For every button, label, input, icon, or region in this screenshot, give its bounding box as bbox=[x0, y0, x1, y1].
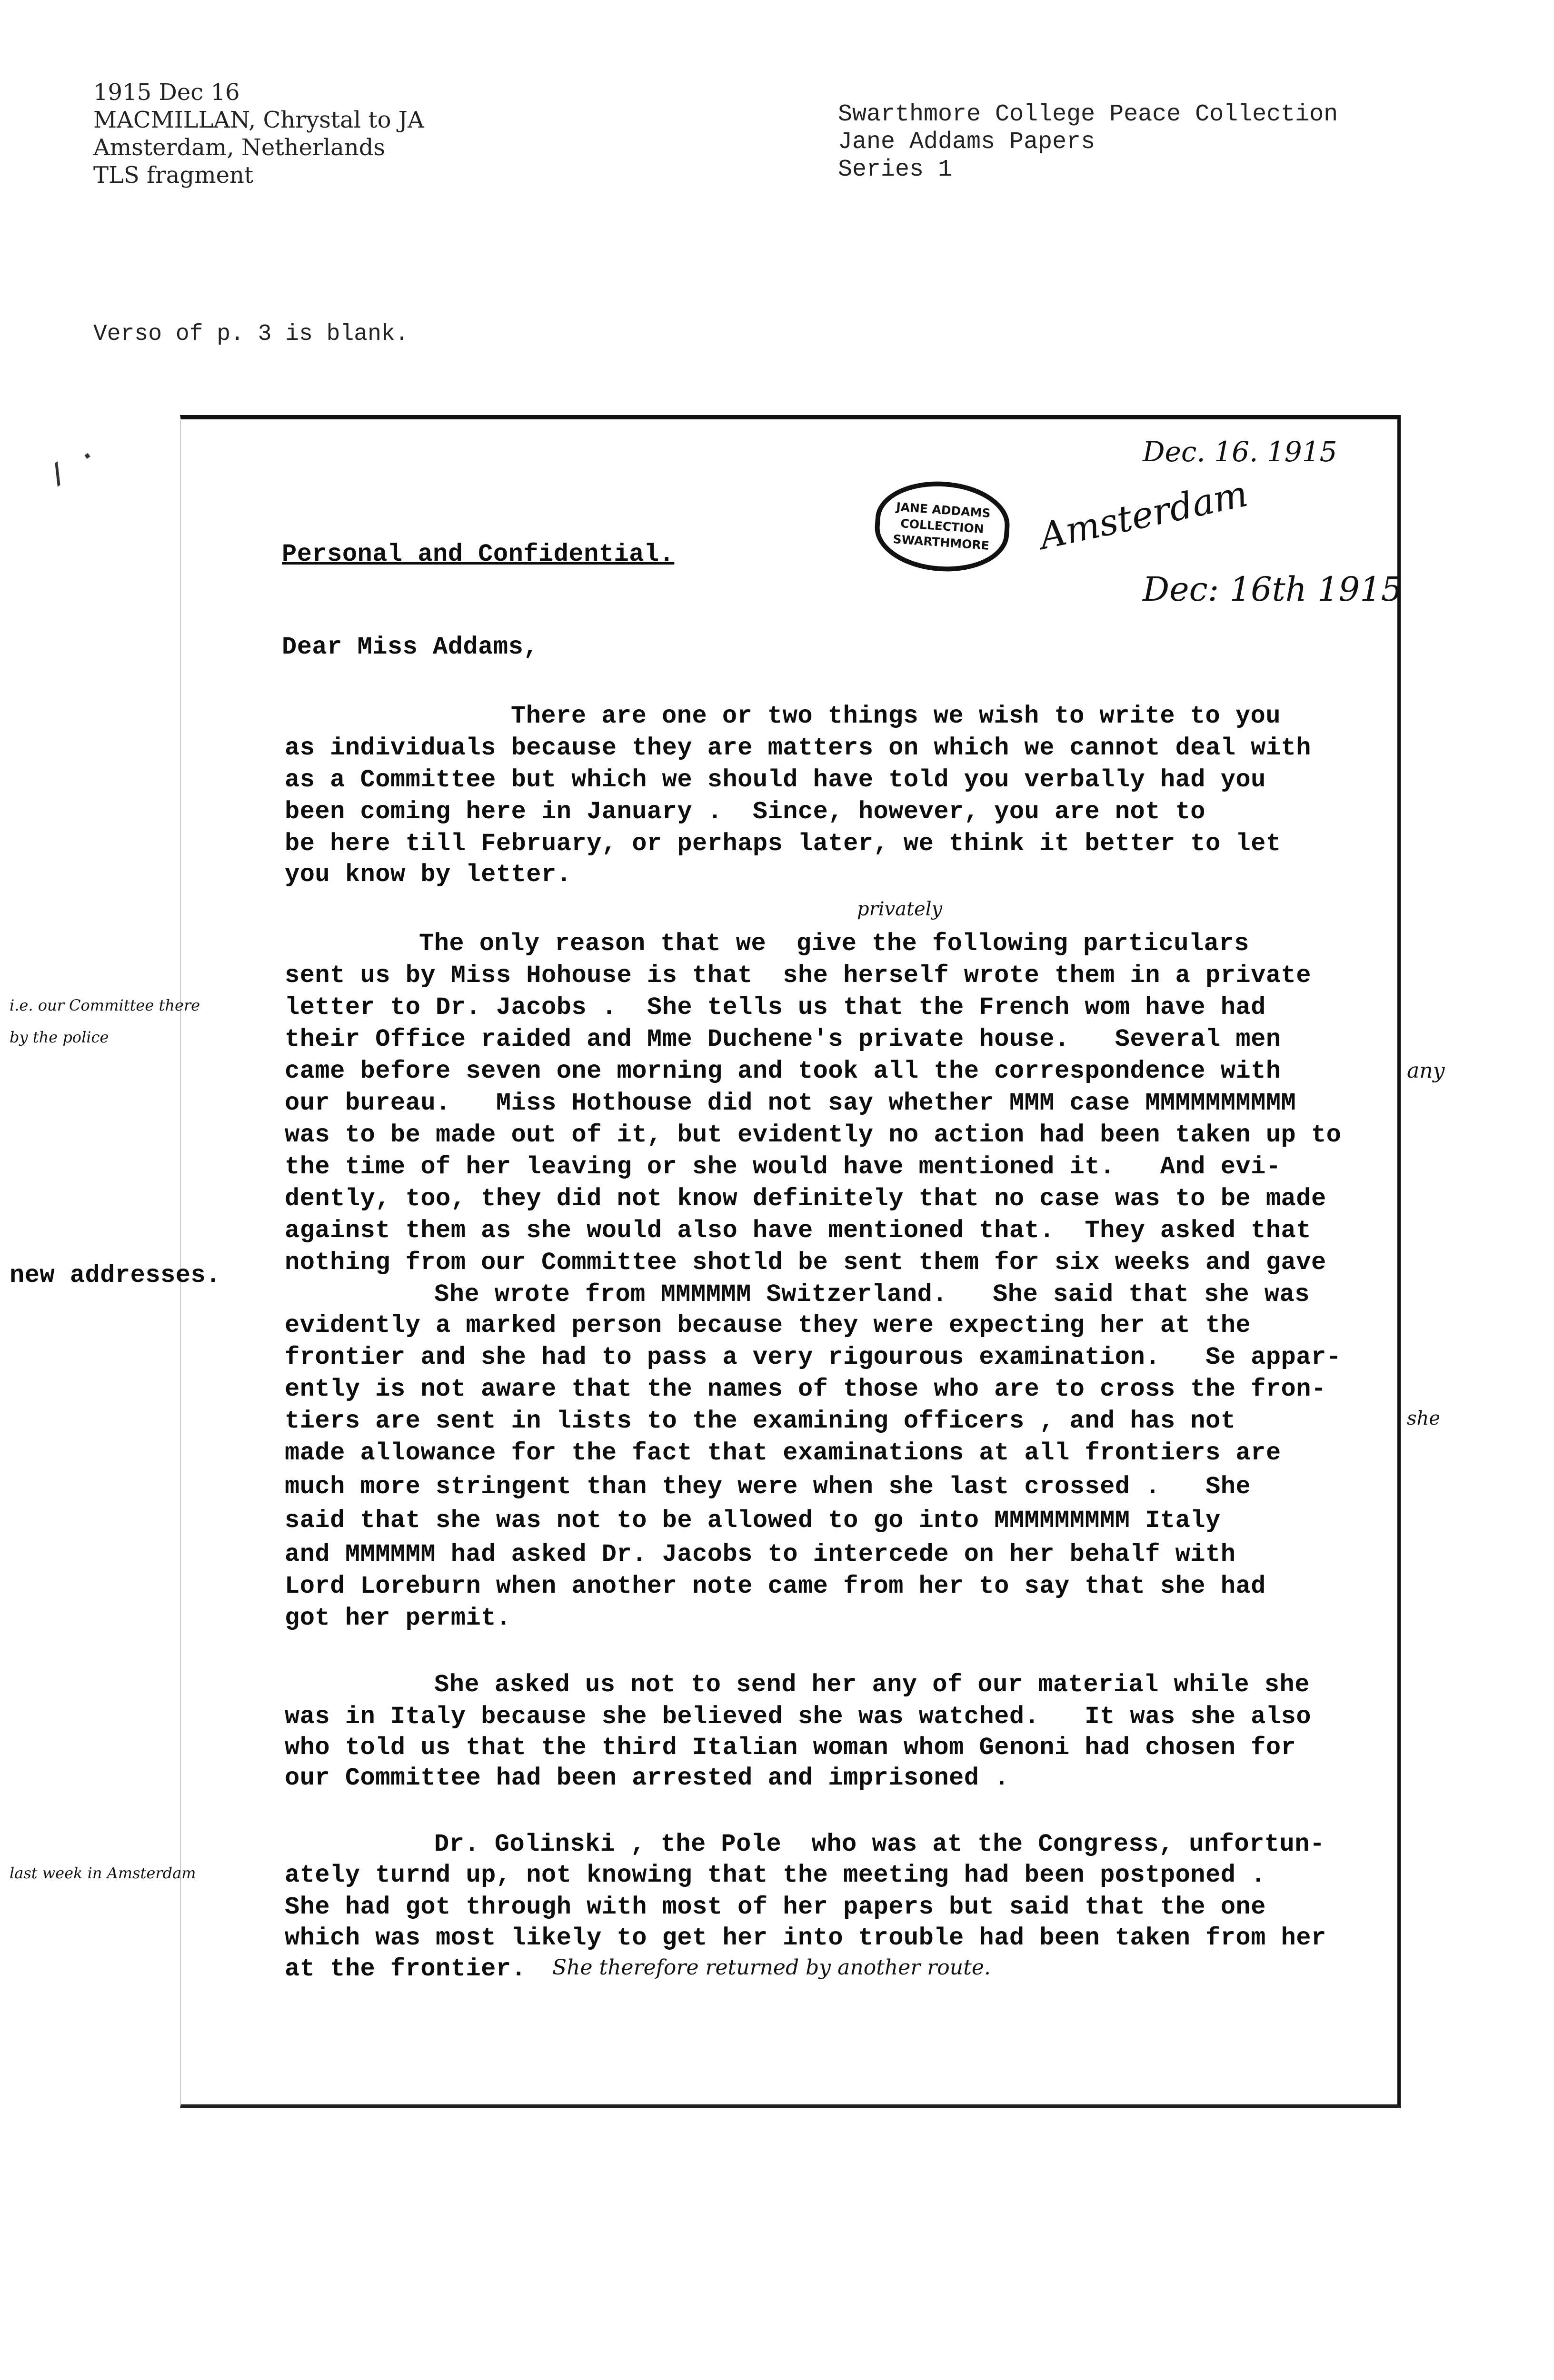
salutation: Dear Miss Addams, bbox=[282, 633, 538, 661]
text-line: evidently a marked person because they were expecting her at the bbox=[285, 1311, 1251, 1339]
text-line: frontier and she had to pass a very rigourous examination. Se appar- bbox=[285, 1343, 1342, 1371]
stamp-line: COLLECTION bbox=[900, 516, 985, 536]
handwritten-date: Dec: 16th 1915 bbox=[1143, 570, 1403, 609]
text-line: The only reason that we give the following particulars bbox=[419, 930, 1249, 958]
text-line: you know by letter. bbox=[285, 861, 572, 889]
text-line: which was most likely to get her into trouble had been taken from her bbox=[285, 1924, 1326, 1952]
text-line: their Office raided and Mme Duchene's private house. Several men bbox=[285, 1025, 1281, 1053]
text-line: There are one or two things we wish to write to you bbox=[511, 702, 1281, 730]
text-line: be here till February, or perhaps later, we think it better to let bbox=[285, 830, 1281, 858]
archive-metadata-right bbox=[838, 101, 1338, 184]
text-line: letter to Dr. Jacobs . She tells us that the French wom have had bbox=[285, 993, 1266, 1021]
archive-metadata-left bbox=[93, 79, 424, 189]
text-line: was in Italy because she believed she was watched. It was she also bbox=[285, 1703, 1311, 1731]
text-line: tiers are sent in lists to the examining officers , and has not bbox=[285, 1407, 1236, 1435]
margin-note-new-addresses: new addresses. bbox=[10, 1261, 221, 1289]
handwritten-she: she bbox=[1407, 1408, 1440, 1429]
text-line: as individuals because they are matters on which we cannot deal with bbox=[285, 734, 1311, 762]
handwritten-police-note: by the police bbox=[10, 1028, 109, 1046]
text-line: much more stringent than they were when she last crossed . She bbox=[285, 1473, 1251, 1501]
metadata-correspondents: MACMILLAN, Chrystal to JA bbox=[93, 107, 424, 133]
text-line: made allowance for the fact that examinations at all frontiers are bbox=[285, 1439, 1281, 1467]
handwritten-any: any bbox=[1407, 1059, 1445, 1083]
text-line: was to be made out of it, but evidently no action had been taken up to bbox=[285, 1121, 1342, 1149]
text-line: our bureau. Miss Hothouse did not say whether MMM case MMMMMMMMMM bbox=[285, 1089, 1296, 1117]
text-line: said that she was not to be allowed to go into MMMMMMMMM Italy bbox=[285, 1507, 1221, 1535]
metadata-type: TLS fragment bbox=[93, 162, 254, 188]
text-line: got her permit. bbox=[285, 1604, 511, 1632]
text-line: been coming here in January . Since, however, you are not to bbox=[285, 798, 1206, 826]
text-line: ately turnd up, not knowing that the meeting had been postponed . bbox=[285, 1861, 1266, 1889]
text-line: nothing from our Committee shotld be sent them for six weeks and gave bbox=[285, 1249, 1326, 1277]
letter-heading: Personal and Confidential. bbox=[282, 540, 675, 568]
text-line: Lord Loreburn when another note came from her to say that she had bbox=[285, 1572, 1266, 1600]
text-line: our Committee had been arrested and imprisoned . bbox=[285, 1764, 1009, 1792]
text-line: She asked us not to send her any of our material while she bbox=[434, 1671, 1310, 1699]
text-line: Dr. Golinski , the Pole who was at the Congress, unfortun- bbox=[434, 1830, 1325, 1858]
handwritten-committee-note: i.e. our Committee there bbox=[10, 996, 200, 1014]
text-line: She had got through with most of her papers but said that the one bbox=[285, 1893, 1266, 1921]
metadata-place: Amsterdam, Netherlands bbox=[93, 134, 386, 161]
collection-name: Swarthmore College Peace Collection bbox=[838, 101, 1338, 128]
handwritten-closing-note: She therefore returned by another route. bbox=[552, 1955, 991, 1980]
text-line: sent us by Miss Hohouse is that she herself wrote them in a private bbox=[285, 962, 1311, 990]
text-line: as a Committee but which we should have told you verbally had you bbox=[285, 766, 1266, 794]
text-line: and MMMMMM had asked Dr. Jacobs to intercede on her behalf with bbox=[285, 1540, 1236, 1568]
text-line: at the frontier. bbox=[285, 1955, 527, 1983]
stamp-line: SWARTHMORE bbox=[892, 532, 990, 553]
stamp-line: JANE ADDAMS bbox=[896, 500, 991, 520]
text-line: dently, too, they did not know definitely that no case was to be made bbox=[285, 1185, 1326, 1213]
handwritten-privately: privately bbox=[857, 898, 943, 920]
series-name: Series 1 bbox=[838, 156, 953, 183]
papers-name: Jane Addams Papers bbox=[838, 129, 1096, 156]
text-line: who told us that the third Italian woman whom Genoni had chosen for bbox=[285, 1734, 1296, 1762]
text-line: against them as she would also have mentioned that. They asked that bbox=[285, 1217, 1311, 1245]
handwritten-place: Amsterdam bbox=[1036, 472, 1252, 558]
text-line: came before seven one morning and took all the correspondence with bbox=[285, 1057, 1281, 1085]
text-line: the time of her leaving or she would have mentioned it. And evi- bbox=[285, 1153, 1281, 1181]
metadata-date: 1915 Dec 16 bbox=[93, 79, 240, 106]
text-line: ently is not aware that the names of those who are to cross the fron- bbox=[285, 1375, 1326, 1403]
verso-note: Verso of p. 3 is blank. bbox=[93, 321, 409, 347]
handwritten-date-top: Dec. 16. 1915 bbox=[1143, 436, 1337, 468]
text-line: She wrote from MMMMMM Switzerland. She said that she was bbox=[434, 1280, 1310, 1309]
margin-mark: / · bbox=[43, 438, 105, 495]
handwritten-last-week-note: last week in Amsterdam bbox=[10, 1864, 196, 1882]
